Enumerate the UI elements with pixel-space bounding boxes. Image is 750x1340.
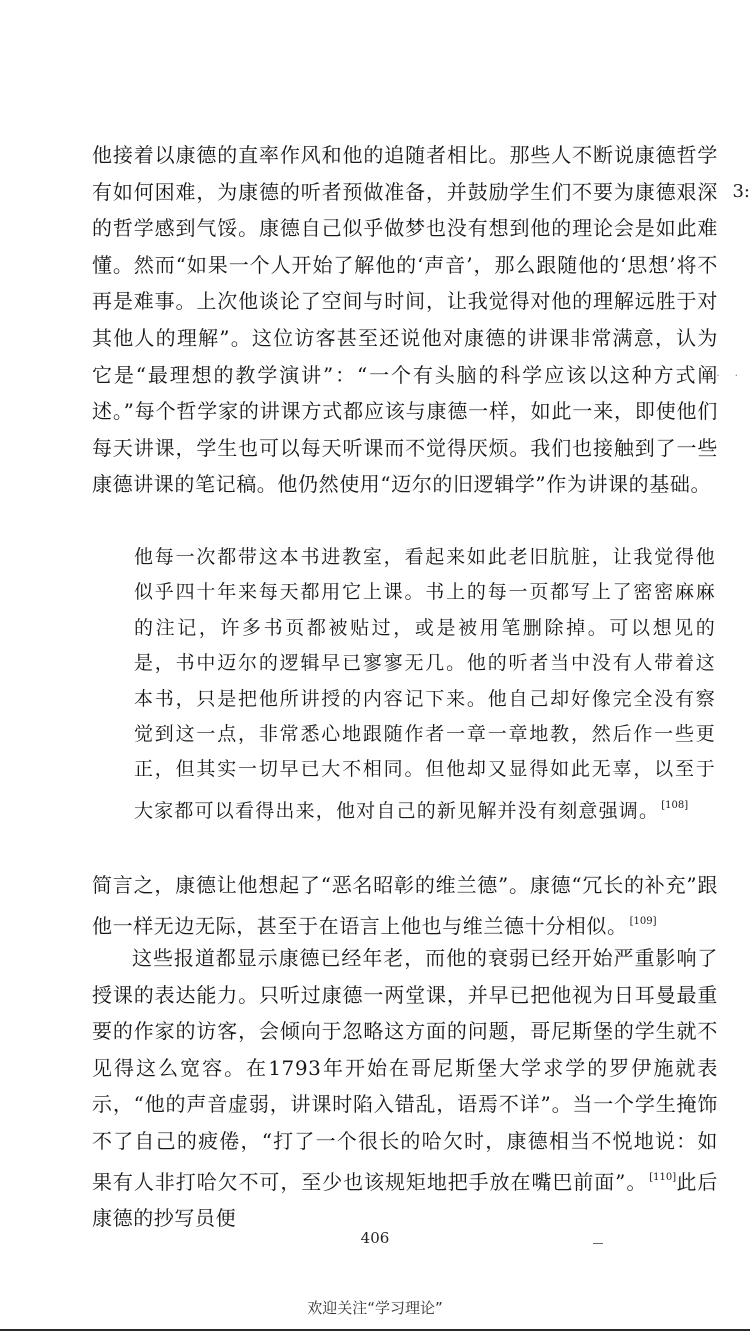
quote-text: 他每一次都带这本书进教室，看起来如此老旧肮脏，让我觉得他似乎四十年来每天都用它上课。书上的每一页都写上了密密麻麻的注记，许多书页都被贴过，或是被用笔删除掉。可以想见的是，书中迈尔的逻辑早已寥寥无几。他的听者当中没有人带着这本书，只是把他所讲授的内容记下来。他自己却好像完全没有察觉到这一点，非常悉心地跟随作者一章一章地教，然后作一些更正，但其实一切早已大不相同。但他却又显得如此无辜，以至于大家都可以看得出来，他对自己的新见解并没有刻意强调。 <box>134 546 716 822</box>
paragraph-text-tail: 此后康德的抄写员便 <box>92 1169 718 1231</box>
footer-watermark-text: 欢迎关注“学习理论” <box>307 1299 443 1317</box>
footnote-ref-110[interactable]: [110] <box>649 1171 677 1183</box>
paragraph-text: 这些报道都显示康德已经年老，而他的衰弱已经开始严重影响了授课的表达能力。只听过康德一两堂课，并早已把他视为日耳曼最重要的作家的访客，会倾向于忽略这方面的问题，哥尼斯堡的学生就不见得这么宽容。在1793年开始在哥尼斯堡大学求学的罗伊施就表示，“他的声音虚弱，讲课时陷入错乱，语焉不详”。当一个学生掩饰不了自己的疲倦，“打了一个很长的哈欠时，康德相当不悦地说：如果有人非打哈欠不可，至少也该规矩地把手放在嘴巴前面”。 <box>92 946 718 1194</box>
paragraph-text: 简言之，康德让他想起了“恶名昭彰的维兰德”。康德“冗长的补充”跟他一样无边无际，甚至于在语言上他也与维兰德十分相似。 <box>92 873 718 938</box>
stray-scan-marks: · · <box>716 371 744 382</box>
margin-page-mark: 3: <box>732 181 750 202</box>
footnote-ref-108[interactable]: [108] <box>661 799 689 811</box>
paragraph-text: 他接着以康德的直率作风和他的追随者相比。那些人不断说康德哲学有如何困难，为康德的听者预做准备，并鼓励学生们不要为康德艰深的哲学感到气馁。康德自己似乎做梦也没有想到他的理论会是如此难懂。然而“如果一个人开始了解他的‘声音’，那么跟随他的‘思想’将不再是难事。上次他谈论了空间与时间，让我觉得对他的理解远胜于对其他人的理解”。这位访客甚至还说他对康德的讲课非常满意，认为它是“最理想的教学演讲”：“一个有头脑的科学应该以这种方式阐述。”每个哲学家的讲课方式都应该与康德一样，如此一来，即使他们每天讲课，学生也可以每天听课而不觉得厌烦。我们也接触到了一些康德讲课的笔记稿。他仍然使用“迈尔的旧逻辑学”作为讲课的基础。 <box>92 143 718 497</box>
paragraph-kant-lecture-style <box>92 137 718 503</box>
block-quote-meier-logic <box>134 540 716 829</box>
scan-dash-mark <box>593 1243 603 1244</box>
paragraph-kant-aging <box>92 940 718 1237</box>
bottom-scan-edge <box>0 1329 750 1331</box>
page-number: 406 <box>360 1229 390 1247</box>
paragraph-wieland-comparison <box>92 867 718 944</box>
footnote-ref-109[interactable]: [109] <box>629 915 657 927</box>
